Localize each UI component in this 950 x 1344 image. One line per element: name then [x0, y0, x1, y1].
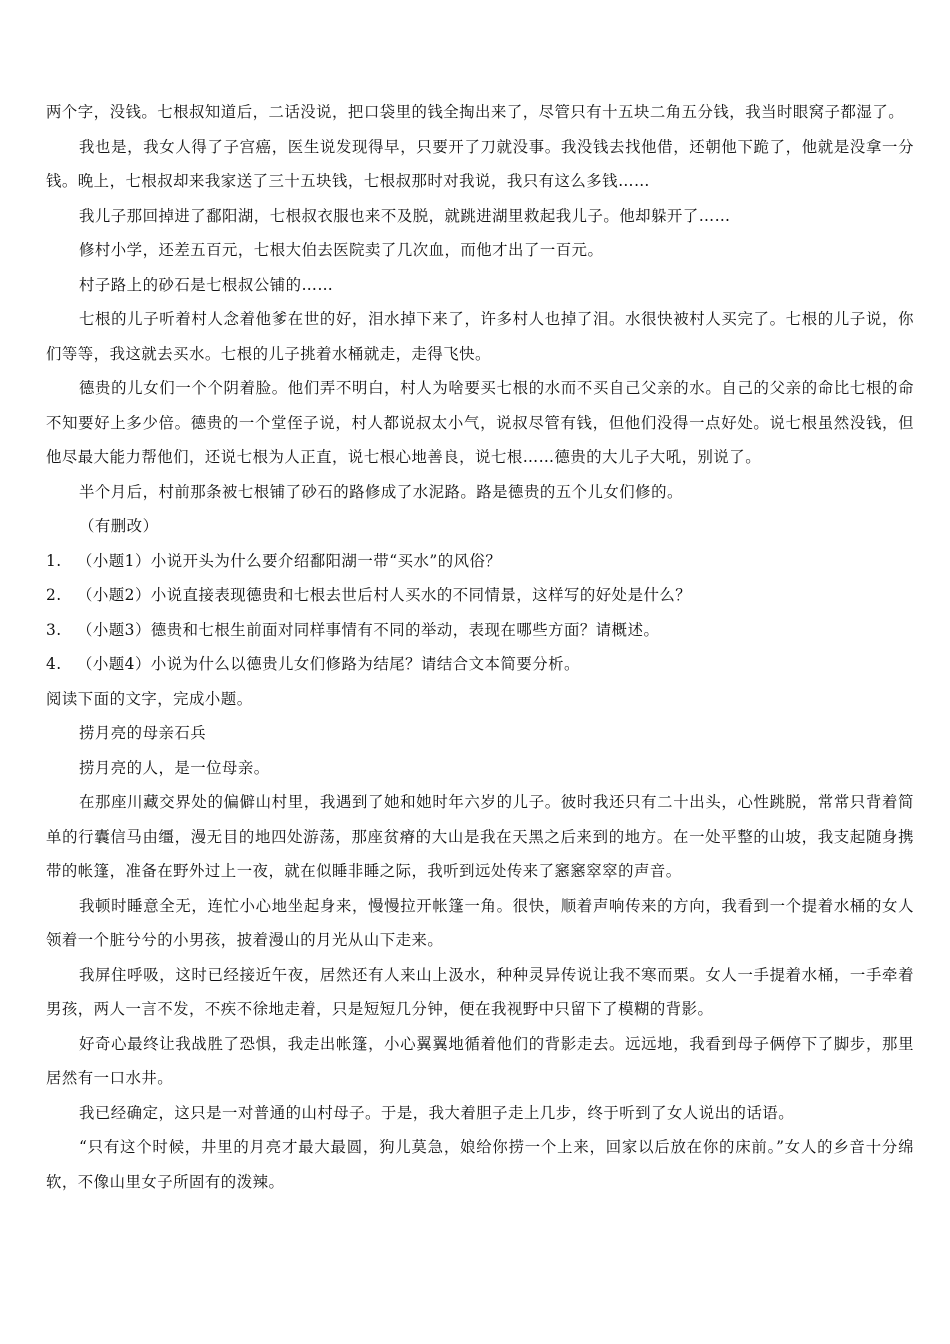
question-item — [46, 613, 914, 648]
paragraph: 好奇心最终让我战胜了恐惧，我走出帐篷，小心翼翼地循着他们的背影走去。远远地，我看到母子俩停下了脚步，那里居然有一口水井。 — [46, 1034, 914, 1087]
source-note: （有删改） — [79, 517, 159, 535]
paragraph: 两个字，没钱。七根叔知道后，二话没说，把口袋里的钱全掏出来了，尽管只有十五块二角五分钱，我当时眼窝子都湿了。 — [46, 103, 905, 121]
story-title: 捞月亮的母亲石兵 — [79, 724, 207, 742]
question-text: （小题1）小说开头为什么要介绍鄱阳湖一带“买水”的风俗？ — [77, 551, 502, 570]
paragraph: 村子路上的砂石是七根叔公铺的…… — [79, 275, 334, 294]
story-part-2 — [46, 716, 914, 1199]
question-number: 3. — [46, 620, 62, 639]
question-item — [46, 647, 914, 682]
paragraph: 半个月后，村前那条被七根铺了砂石的路修成了水泥路。路是德贵的五个儿女们修的。 — [79, 482, 683, 501]
document-page — [46, 95, 914, 1199]
question-item — [46, 544, 914, 579]
paragraph: 捞月亮的人，是一位母亲。 — [79, 758, 270, 777]
question-number: 2. — [46, 586, 62, 604]
paragraph: 我顿时睡意全无，连忙小心地坐起身来，慢慢拉开帐篷一角。很快，顺着声响传来的方向，我看到一个提着水桶的女人领着一个脏兮兮的小男孩，披着漫山的月光从山下走来。 — [46, 896, 914, 949]
question-text: （小题4）小说为什么以德贵儿女们修路为结尾？请结合文本简要分析。 — [77, 655, 580, 673]
question-number: 1. — [46, 551, 62, 570]
question-list — [46, 544, 914, 682]
paragraph: 在那座川藏交界处的偏僻山村里，我遇到了她和她时年六岁的儿子。彼时我还只有二十出头，心性跳脱，常常只背着简单的行囊信马由缰，漫无目的地四处游荡，那座贫瘠的大山是我在天黑之后来到的地方。在一处平整的山坡，我支起随身携带的帐篷，准备在野外过上一夜，就在似睡非睡之际，我听到远处传来了窸窸窣窣的声音。 — [46, 793, 914, 880]
paragraph: 我也是，我女人得了子宫癌，医生说发现得早，只要开了刀就没事。我没钱去找他借，还朝他下跪了，他就是没拿一分钱。晚上，七根叔却来我家送了三十五块钱，七根叔那时对我说，我只有这么多钱…… — [46, 137, 914, 190]
paragraph: 七根的儿子听着村人念着他爹在世的好，泪水掉下来了，许多村人也掉了泪。水很快被村人买完了。七根的儿子说，你们等等，我这就去买水。七根的儿子挑着水桶就走，走得飞快。 — [46, 310, 914, 363]
paragraph: 我已经确定，这只是一对普通的山村母子。于是，我大着胆子走上几步，终于听到了女人说出的话语。 — [79, 1103, 795, 1122]
question-item — [46, 578, 914, 613]
reading-instruction: 阅读下面的文字，完成小题。 — [46, 689, 253, 708]
question-text: （小题3）德贵和七根生前面对同样事情有不同的举动，表现在哪些方面？请概述。 — [77, 620, 660, 639]
paragraph: 我儿子那回掉进了鄱阳湖，七根叔衣服也来不及脱，就跳进湖里救起我儿子。他却躲开了…… — [79, 206, 731, 225]
question-number: 4. — [46, 655, 62, 673]
story-part-1 — [46, 95, 914, 544]
paragraph: “只有这个时候，井里的月亮才最大最圆，狗儿莫急，娘给你捞一个上来，回家以后放在你的床前。”女人的乡音十分绵软，不像山里女子所固有的泼辣。 — [46, 1138, 914, 1191]
question-text: （小题2）小说直接表现德贵和七根去世后村人买水的不同情景，这样写的好处是什么？ — [77, 586, 692, 604]
paragraph: 修村小学，还差五百元，七根大伯去医院卖了几次血，而他才出了一百元。 — [79, 241, 604, 259]
paragraph: 我屏住呼吸，这时已经接近午夜，居然还有人来山上汲水，种种灵异传说让我不寒而栗。女人一手提着水桶，一手牵着男孩，两人一言不发，不疾不徐地走着，只是短短几分钟，便在我视野中只留下了模糊的背影。 — [46, 965, 914, 1018]
paragraph: 德贵的儿女们一个个阴着脸。他们弄不明白，村人为啥要买七根的水而不买自己父亲的水。自己的父亲的命比七根的命不知要好上多少倍。德贵的一个堂侄子说，村人都说叔太小气，说叔尽管有钱，但他们没得一点好处。说七根虽然没钱，但他尽最大能力帮他们，还说七根为人正直，说七根心地善良，说七根……德贵的大儿子大吼，别说了。 — [46, 379, 914, 466]
